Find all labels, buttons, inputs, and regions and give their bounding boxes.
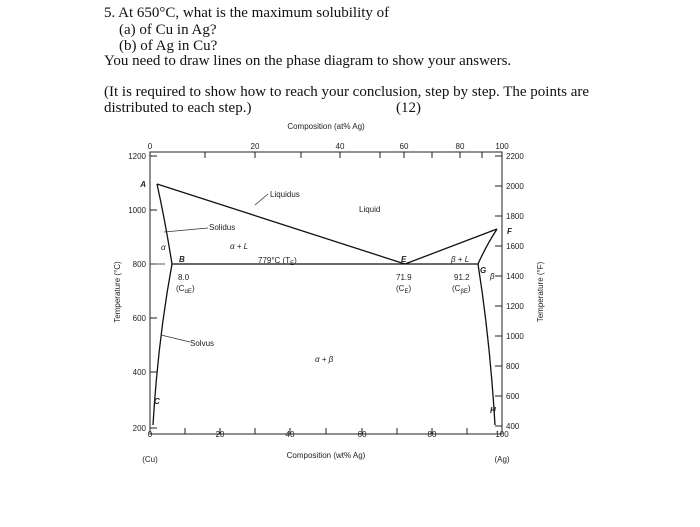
right-tick-400: 400 bbox=[506, 422, 520, 431]
solidus-right bbox=[478, 229, 497, 264]
bottom-tick-60: 60 bbox=[357, 430, 367, 439]
question-part-a: (a) of Cu in Ag? bbox=[119, 22, 217, 38]
top-tick-60: 60 bbox=[399, 142, 409, 151]
eutectic-temp-label: 779°C $(T_E)$ bbox=[258, 256, 297, 267]
left-tick-labels bbox=[128, 152, 146, 433]
left-axis-title: Temperature (°C) bbox=[113, 261, 122, 323]
point-h: H bbox=[490, 406, 496, 415]
point-b-sub-text: (C bbox=[176, 284, 185, 293]
question-title: 5. At 650°C, what is the maximum solubility of bbox=[104, 5, 390, 21]
point-e-sub-index: E bbox=[404, 289, 409, 295]
point-g: G bbox=[480, 266, 487, 275]
point-b-sub-index: αE bbox=[184, 289, 192, 295]
point-b: B bbox=[179, 255, 185, 264]
right-ticks bbox=[495, 156, 502, 426]
top-tick-80: 80 bbox=[455, 142, 465, 151]
solvus-right bbox=[478, 264, 495, 425]
right-tick-2200: 2200 bbox=[506, 152, 524, 161]
bottom-tick-80: 80 bbox=[427, 430, 437, 439]
bottom-ticks bbox=[185, 428, 467, 434]
beta-liquid-label: β + L bbox=[451, 255, 470, 264]
point-f: F bbox=[507, 227, 512, 236]
right-tick-labels bbox=[506, 152, 524, 431]
left-tick-400: 400 bbox=[132, 368, 146, 377]
bottom-tick-40: 40 bbox=[285, 430, 295, 439]
beta-label: β bbox=[490, 272, 495, 281]
left-tick-800: 800 bbox=[132, 260, 146, 269]
point-e: E bbox=[401, 255, 407, 264]
point-e-composition-sub: $(C_E)$ bbox=[396, 284, 412, 295]
question-instruction: You need to draw lines on the phase diagram to show your answers. bbox=[104, 53, 512, 69]
top-tick-20: 20 bbox=[250, 142, 260, 151]
right-tick-600: 600 bbox=[506, 392, 520, 401]
right-tick-1600: 1600 bbox=[506, 242, 524, 251]
point-b-composition-sub: $(C_{\alpha E})$ bbox=[176, 284, 195, 295]
label-leaders bbox=[150, 194, 268, 342]
liquid-label: Liquid bbox=[359, 205, 381, 214]
top-tick-40: 40 bbox=[335, 142, 345, 151]
right-tick-1200: 1200 bbox=[506, 302, 524, 311]
solidus-label: Solidus bbox=[209, 223, 236, 232]
right-tick-1000: 1000 bbox=[506, 332, 524, 341]
solidus-left bbox=[157, 184, 172, 264]
right-tick-800: 800 bbox=[506, 362, 520, 371]
question-note-line2: distributed to each step.) bbox=[104, 100, 252, 116]
top-ticks bbox=[150, 152, 482, 158]
top-axis-title: Composition (at% Ag) bbox=[287, 122, 365, 131]
bottom-tick-100: 100 bbox=[495, 430, 509, 439]
left-tick-1000: 1000 bbox=[128, 206, 146, 215]
top-tick-100: 100 bbox=[495, 142, 509, 151]
point-e-composition: 71.9 bbox=[396, 273, 412, 282]
point-g-sub-text: (C bbox=[452, 284, 461, 293]
right-axis-title: Temperature (°F) bbox=[536, 261, 545, 323]
alpha-liquid-label: α + L bbox=[230, 242, 249, 251]
liquidus-label: Liquidus bbox=[270, 190, 300, 199]
left-end-label: (Cu) bbox=[142, 455, 158, 464]
top-tick-0: 0 bbox=[147, 142, 153, 151]
left-tick-200: 200 bbox=[132, 424, 146, 433]
question-points: (12) bbox=[396, 100, 421, 116]
point-a: A bbox=[140, 180, 146, 189]
point-g-composition: 91.2 bbox=[454, 273, 470, 282]
question-part-b: (b) of Ag in Cu? bbox=[119, 38, 218, 54]
plot-frame bbox=[150, 152, 502, 434]
right-tick-2000: 2000 bbox=[506, 182, 524, 191]
alpha-label: α bbox=[161, 243, 166, 252]
point-g-sub-index: βE bbox=[460, 289, 468, 295]
eutectic-temp-sub: E bbox=[290, 261, 295, 267]
diagram-labels bbox=[139, 180, 513, 415]
question-note-line1: (It is required to show how to reach your conclusion, step by step. The points are bbox=[104, 84, 590, 100]
phase-boundaries bbox=[153, 184, 497, 425]
left-tick-1200: 1200 bbox=[128, 152, 146, 161]
point-b-composition: 8.0 bbox=[178, 273, 190, 282]
point-e-sub-text: (C bbox=[396, 284, 405, 293]
right-tick-1800: 1800 bbox=[506, 212, 524, 221]
left-tick-600: 600 bbox=[132, 314, 146, 323]
top-tick-labels bbox=[148, 142, 509, 151]
bottom-axis-title: Composition (wt% Ag) bbox=[286, 451, 366, 460]
solvus-label: Solvus bbox=[190, 339, 215, 348]
bottom-tick-0: 0 bbox=[147, 430, 153, 439]
right-end-label: (Ag) bbox=[494, 455, 510, 464]
eutectic-temp-text: 779°C (T bbox=[258, 256, 291, 265]
point-g-composition-sub: $(C_{\beta E})$ bbox=[452, 284, 471, 295]
bottom-tick-20: 20 bbox=[215, 430, 225, 439]
point-c: C bbox=[154, 397, 160, 406]
right-tick-1400: 1400 bbox=[506, 272, 524, 281]
alpha-beta-label: α + β bbox=[315, 355, 334, 364]
